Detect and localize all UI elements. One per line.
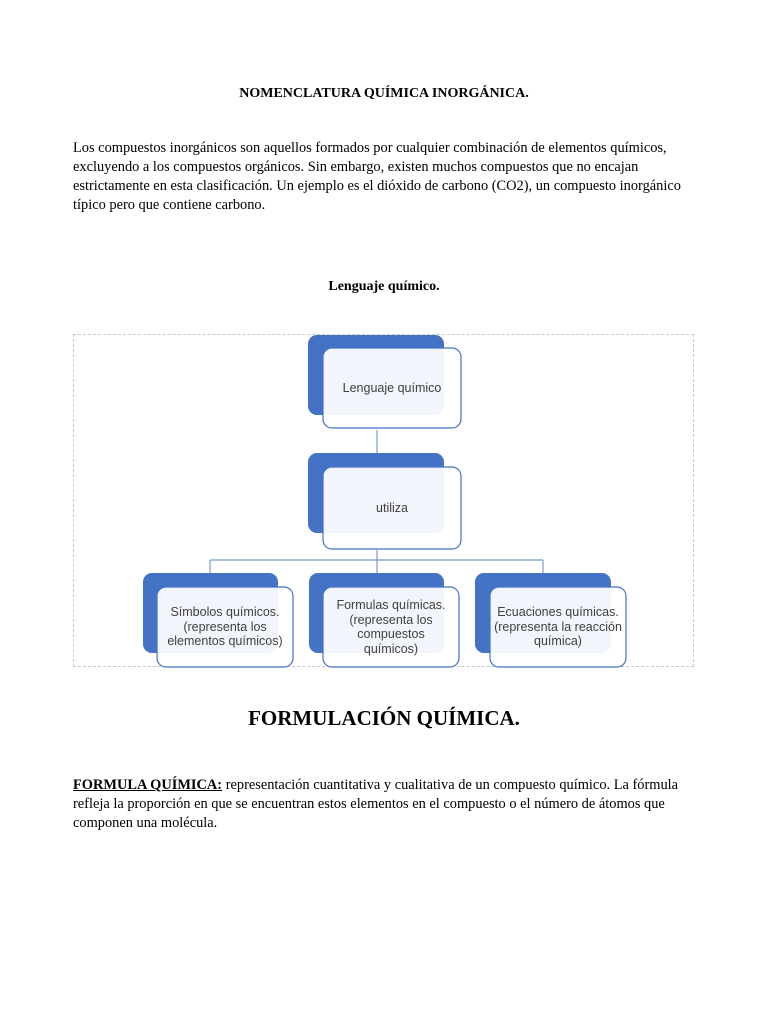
document-title: NOMENCLATURA QUÍMICA INORGÁNICA.: [239, 86, 529, 101]
node-root-label: Lenguaje químico: [342, 380, 442, 395]
node-center-label: Formulas químicas.(representa los compuestos químicos): [336, 598, 446, 656]
node-middle-label: utiliza: [376, 500, 408, 515]
node-right-label: Ecuaciones químicas.(representa la reacción química): [494, 605, 622, 649]
node-left-label: Símbolos químicos.(representa los elementos químicos): [167, 605, 283, 649]
formula-label: FORMULA QUÍMICA:: [73, 777, 223, 793]
intro-paragraph: Los compuestos inorgánicos son aquellos formados por cualquier combinación de elementos químicos, excluyendo a los compuestos orgánicos. Sin embargo, existen muchos compuestos que no encajan estrictamente en esta clasificación. Un ejemplo es el dióxido de carbono (CO2), un compuesto inorgánico típico pero que contiene carbono.: [73, 140, 681, 213]
section-subtitle: Lenguaje químico.: [328, 279, 440, 294]
formula-paragraph: [73, 776, 695, 833]
formula-text: representación cuantitativa y cualitativa de un compuesto químico. La fórmula refleja la proporción en que se encuentran estos elementos en el compuesto o el número de átomos que componen una molécula.: [73, 777, 679, 831]
section-heading: FORMULACIÓN QUÍMICA.: [248, 706, 520, 730]
hierarchy-diagram: [73, 334, 694, 667]
